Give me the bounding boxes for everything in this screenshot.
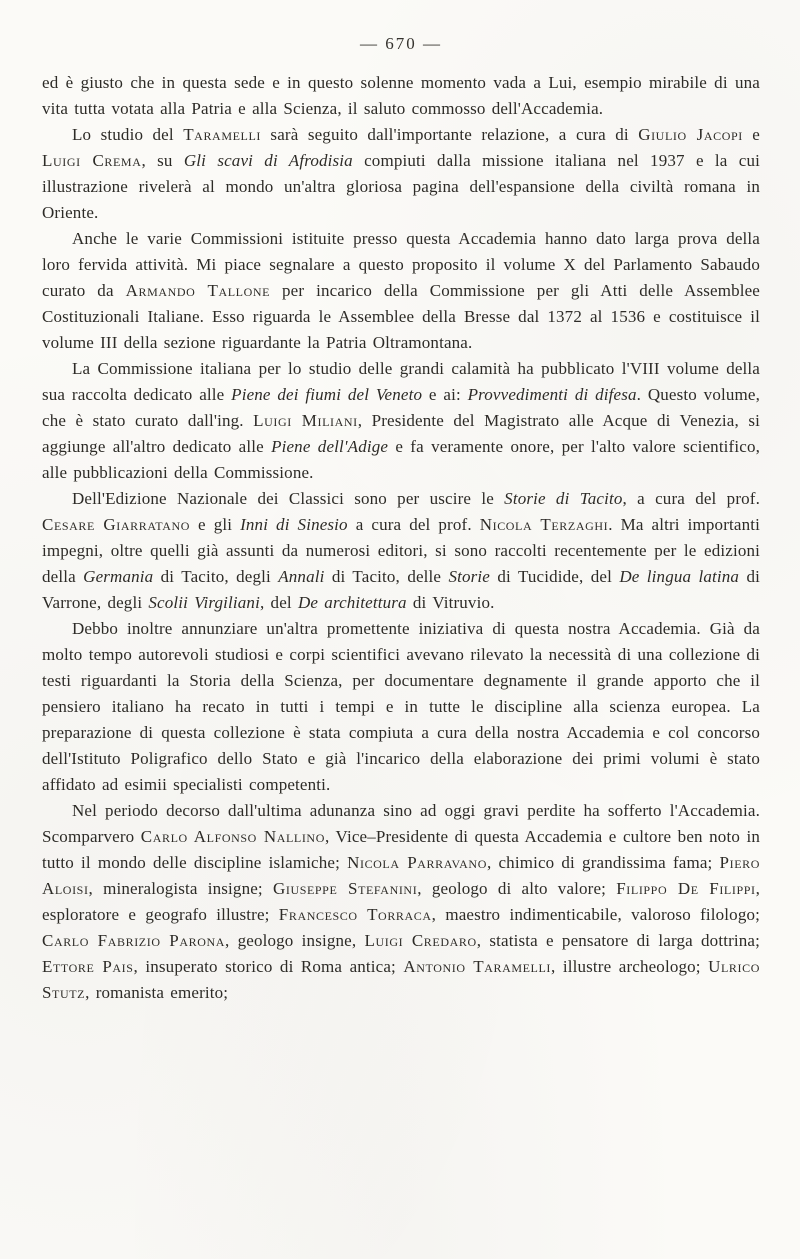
text-run: ed è giusto che in questa sede e in questo solenne momento vada a Lui, esempio mirabile di una vita tutta votata alla Patria e alla Scienza, il saluto commosso dell'Accademia. (42, 73, 760, 118)
text-run: , romanista emerito; (85, 983, 229, 1002)
person-name: Antonio Taramelli (403, 957, 552, 976)
person-name: Luigi Miliani (253, 411, 358, 430)
text-run: , insuperato storico di Roma antica; (133, 957, 404, 976)
text-run: di Tacito, degli (153, 567, 279, 586)
person-name: Taramelli (183, 125, 261, 144)
text-run: , chimico di grandissima fama; (486, 853, 720, 872)
text-run: , mineralogista insigne; (88, 879, 273, 898)
work-title: Annali (278, 567, 325, 586)
person-name: Cesare Giarratano (42, 515, 191, 534)
text-run: Dell'Edizione Nazionale dei Classici sono per uscire le (72, 489, 505, 508)
text-run: , maestro indimenticabile, valoroso filologo; (431, 905, 761, 924)
work-title: Piene dell'Adige (271, 437, 389, 456)
work-title: Inni di Sinesio (240, 515, 348, 534)
text-run: , su (141, 151, 184, 170)
text-run: , esploratore e geografo illustre; (42, 879, 760, 924)
text-run: compiuti dalla missione italiana nel 1937 e la cui illustrazione rivelerà al mondo un'altra gloriosa pagina dell'espansione della civiltà romana in Oriente. (42, 151, 761, 222)
work-title: Storie di Tacito (504, 489, 623, 508)
text-run: , Presidente del Magistrato alle Acque di Venezia, si aggiunge all'altro dedicato alle (42, 411, 760, 456)
person-name: Ulrico Stutz (42, 957, 760, 1002)
paragraph (42, 798, 760, 1006)
person-name: Armando Tallone (125, 281, 271, 300)
work-title: Scolii Virgiliani (148, 593, 260, 612)
text-run: di Tucidide, del (490, 567, 620, 586)
text-run: e fa veramente onore, per l'alto valore scientifico, alle pubblicazioni della Commissione. (42, 437, 760, 482)
text-run: , a cura del prof. (622, 489, 760, 508)
text-run: di Varrone, degli (42, 567, 760, 612)
text-run: , geologo insigne, (225, 931, 365, 950)
person-name: Filippo De Filippi (616, 879, 756, 898)
work-title: Storie (448, 567, 490, 586)
text-run: Lo studio del (72, 125, 184, 144)
person-name: Luigi Crema (42, 151, 142, 170)
work-title: Gli scavi di Afrodisia (183, 151, 353, 170)
work-title: Piene dei fiumi del Veneto (231, 385, 423, 404)
person-name: Piero Aloisi (42, 853, 760, 898)
person-name: Carlo Alfonso Nallino (140, 827, 325, 846)
text-run: , statista e pensatore di larga dottrina; (476, 931, 760, 950)
person-name: Giuseppe Stefanini (272, 879, 418, 898)
text-run: e gli (190, 515, 241, 534)
person-name: Nicola Parravano (347, 853, 487, 872)
text-run: Anche le varie Commissioni istituite presso questa Accademia hanno dato larga prova della loro fervida attività. Mi piace segnalare a questo proposito il volume X del Parlamento Sabaudo curato da (42, 229, 760, 300)
work-title: De architettura (297, 593, 407, 612)
person-name: Carlo Fabrizio Parona (42, 931, 225, 950)
person-name: Giulio Jacopi (638, 125, 743, 144)
text-run: , Vice–Presidente di questa Accademia e cultore ben noto in tutto il mondo delle discipline islamiche; (42, 827, 760, 872)
person-name: Francesco Torraca (278, 905, 432, 924)
page-number: — 670 — (360, 34, 442, 53)
text-run: , illustre archeologo; (551, 957, 709, 976)
text-run: e (742, 125, 760, 144)
paragraph (42, 226, 760, 356)
text-run: Nel periodo decorso dall'ultima adunanza sino ad oggi gravi perdite ha sofferto l'Accademia. Scomparvero (42, 801, 760, 846)
text-run: La Commissione italiana per lo studio delle grandi calamità ha pubblicato l'VIII volume della sua raccolta dedicato alle (42, 359, 760, 404)
work-title: Provvedimenti di difesa (467, 385, 637, 404)
person-name: Nicola Terzaghi (479, 515, 609, 534)
work-title: Germania (83, 567, 154, 586)
text-run: , del (259, 593, 298, 612)
person-name: Ettore Pais (42, 957, 134, 976)
paragraph (42, 122, 760, 226)
body-text (42, 70, 760, 1006)
paragraph (42, 616, 760, 798)
text-run: Debbo inoltre annunziare un'altra promettente iniziativa di questa nostra Accademia. Già da molto tempo autorevoli studiosi e corpi scientifici avevano rilevato la necessità di una collezione di testi riguardanti la Storia della Scienza, per documentare degnamente il grande apporto che il pensiero italiano ha recato in tutti i tempi e in tutte le discipline alla scienza europea. La preparazione di questa collezione è stata compiuta a cura della nostra Accademia e col concorso dell'Istituto Poligrafico dello Stato e già l'incarico della elaborazione dei primi volumi è stato affidato ad esimii specialisti competenti. (42, 619, 760, 794)
paragraph (42, 70, 760, 122)
text-run: . Questo volume, che è stato curato dall'ing. (42, 385, 760, 430)
text-run: sarà seguito dall'importante relazione, a cura di (260, 125, 639, 144)
text-run: a cura del prof. (347, 515, 480, 534)
text-run: per incarico della Commissione per gli Atti delle Assemblee Costituzionali Italiane. Esso riguarda le Assemblee della Bresse dal 1372 al 1536 e costituisce il volume III della sezione riguardante la Patria Oltramontana. (42, 281, 761, 352)
text-run: , geologo di alto valore; (417, 879, 617, 898)
paragraph (42, 486, 760, 616)
text-run: . Ma altri importanti impegni, oltre quelli già assunti da numerosi editori, si sono raccolti recentemente per le edizioni della (42, 515, 760, 586)
text-run: di Vitruvio. (406, 593, 495, 612)
paragraph (42, 356, 760, 486)
text-run: di Tacito, delle (324, 567, 449, 586)
text-run: e ai: (422, 385, 468, 404)
person-name: Luigi Credaro (364, 931, 477, 950)
work-title: De lingua latina (619, 567, 740, 586)
